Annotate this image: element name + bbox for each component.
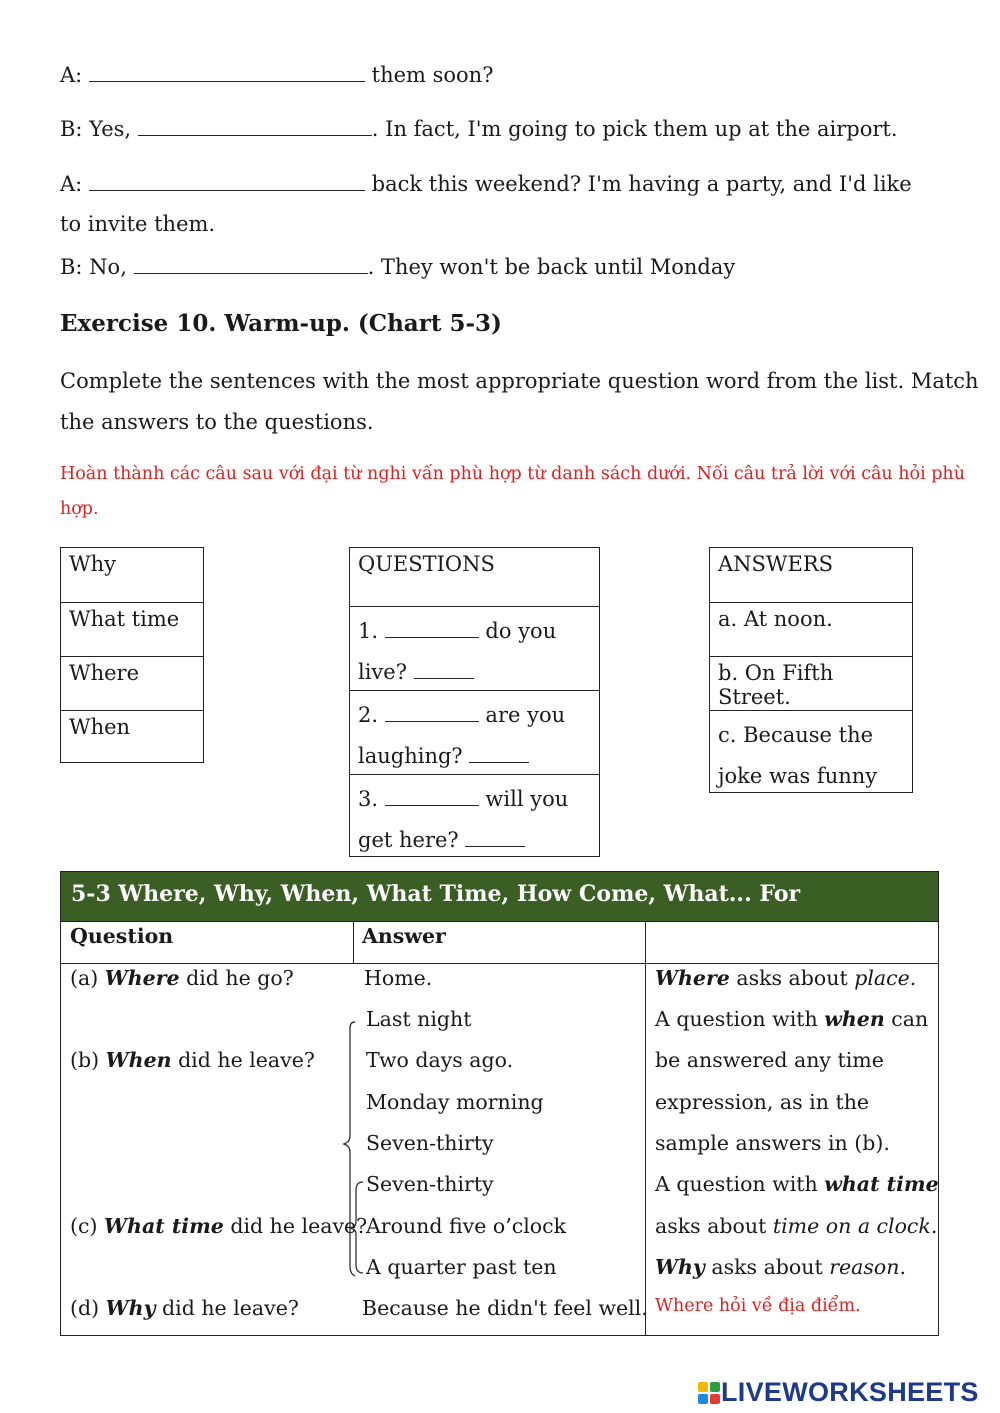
- divider: [645, 921, 646, 1336]
- question-text: will you: [485, 787, 569, 811]
- speaker-label: A:: [60, 62, 83, 87]
- dialogue-text: them soon?: [371, 62, 494, 87]
- speaker-label: B: Yes,: [60, 116, 132, 141]
- note-where: Where asks about place.: [655, 966, 917, 990]
- question-text: do you: [485, 619, 557, 643]
- column-header-question: Question: [70, 924, 174, 948]
- question-number: 2.: [358, 703, 379, 727]
- speaker-label: B: No,: [60, 254, 127, 279]
- instruction-vn-line-2: hợp.: [60, 499, 99, 519]
- dialogue-text: back this weekend? I'm having a party, and I'd like: [371, 171, 912, 196]
- exercise-title: Exercise 10. Warm-up. (Chart 5-3): [60, 310, 502, 337]
- example-question-c: (c) What time did he leave?: [70, 1214, 368, 1238]
- word-option[interactable]: Where: [61, 656, 203, 710]
- word-list-box: [60, 547, 204, 763]
- answer-text: joke was funny: [718, 764, 878, 788]
- divider: [61, 963, 938, 964]
- answer-text: c. Because the: [718, 723, 874, 747]
- match-blank[interactable]: [414, 659, 474, 679]
- grammar-chart: [60, 871, 939, 1336]
- answers-header: ANSWERS: [718, 552, 834, 576]
- question-item: [350, 774, 599, 858]
- question-text: live?: [358, 660, 407, 684]
- dialogue-line-3: [60, 171, 912, 196]
- example-answer-b: Two days ago.: [366, 1048, 514, 1072]
- example-answer-b: Monday morning: [366, 1090, 544, 1114]
- note-why: Why asks about reason.: [655, 1255, 906, 1279]
- liveworksheets-logo[interactable]: [697, 1377, 979, 1408]
- column-header-answer: Answer: [362, 924, 446, 948]
- questions-header: QUESTIONS: [358, 552, 495, 576]
- answer-item[interactable]: b. On Fifth Street.: [710, 656, 912, 710]
- divider: [61, 921, 938, 922]
- word-option[interactable]: When: [61, 710, 203, 764]
- note-when: A question with when can: [655, 1007, 929, 1031]
- example-question-b: (b) When did he leave?: [70, 1048, 315, 1072]
- example-answer-b: Last night: [366, 1007, 472, 1031]
- word-option[interactable]: What time: [61, 602, 203, 656]
- question-number: 3.: [358, 787, 379, 811]
- question-text: get here?: [358, 828, 459, 852]
- question-number: 1.: [358, 619, 379, 643]
- note-when: sample answers in (b).: [655, 1131, 890, 1155]
- question-text: are you: [485, 703, 566, 727]
- note-what-time: asks about time on a clock.: [655, 1214, 938, 1238]
- example-answer-c: Around five o’clock: [366, 1214, 567, 1238]
- speaker-label: A:: [60, 171, 83, 196]
- instruction-line-2: the answers to the questions.: [60, 410, 374, 434]
- answer-blank[interactable]: [134, 254, 368, 274]
- dialogue-text: . They won't be back until Monday: [367, 254, 736, 279]
- note-vietnamese: Where hỏi về địa điểm.: [655, 1296, 861, 1316]
- bracket-icon: [341, 1172, 367, 1282]
- match-blank[interactable]: [469, 743, 529, 763]
- example-answer-c: A quarter past ten: [366, 1255, 557, 1279]
- note-when: expression, as in the: [655, 1090, 870, 1114]
- instruction-line-1: Complete the sentences with the most appropriate question word from the list. Match: [60, 369, 979, 393]
- answer-blank[interactable]: [89, 171, 365, 191]
- example-question-a: (a) Where did he go?: [70, 966, 294, 990]
- example-answer-a: Home.: [364, 966, 433, 990]
- dialogue-line-3-cont: to invite them.: [60, 212, 216, 236]
- answer-item[interactable]: [710, 710, 912, 794]
- example-answer-c: Seven-thirty: [366, 1172, 494, 1196]
- divider: [353, 921, 354, 963]
- example-answer-d: Because he didn't feel well.: [362, 1296, 648, 1320]
- answer-blank[interactable]: [138, 116, 372, 136]
- question-blank[interactable]: [385, 618, 479, 638]
- answer-item[interactable]: a. At noon.: [710, 602, 912, 656]
- instruction-vn-line-1: Hoàn thành các câu sau với đại từ nghi vấn phù hợp từ danh sách dưới. Nối câu trả lời với câu hỏi phù: [60, 464, 965, 484]
- question-text: laughing?: [358, 744, 463, 768]
- dialogue-line-4: [60, 254, 735, 279]
- example-question-d: (d) Why did he leave?: [70, 1296, 299, 1320]
- question-blank[interactable]: [385, 786, 479, 806]
- logo-text: LIVEWORKSHEETS: [721, 1377, 979, 1407]
- note-what-time: A question with what time: [655, 1172, 939, 1196]
- question-item: [350, 606, 599, 690]
- grammar-chart-title: 5-3 Where, Why, When, What Time, How Come, What... For: [61, 872, 938, 921]
- example-answer-b: Seven-thirty: [366, 1131, 494, 1155]
- questions-box: [349, 547, 600, 857]
- note-when: be answered any time: [655, 1048, 884, 1072]
- question-item: [350, 690, 599, 774]
- match-blank[interactable]: [465, 827, 525, 847]
- word-option[interactable]: Why: [69, 552, 116, 576]
- dialogue-line-2: [60, 116, 898, 141]
- dialogue-line-1: [60, 62, 493, 87]
- question-blank[interactable]: [385, 702, 479, 722]
- answer-blank[interactable]: [89, 62, 365, 82]
- answers-box: [709, 547, 913, 793]
- dialogue-text: . In fact, I'm going to pick them up at the airport.: [371, 116, 898, 141]
- liveworksheets-icon: [697, 1381, 721, 1405]
